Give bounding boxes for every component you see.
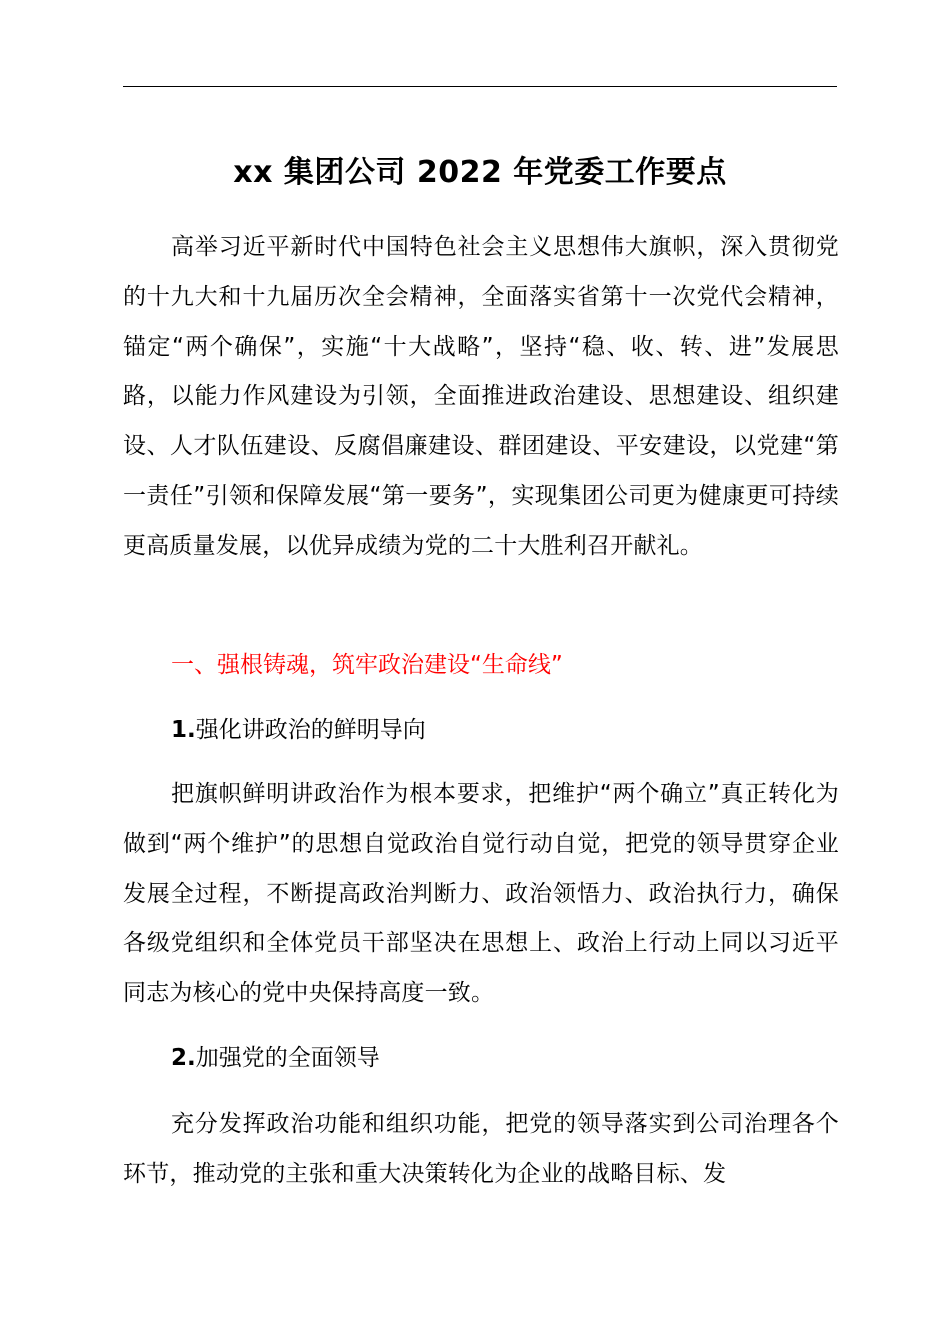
item-2-heading [171, 1033, 380, 1083]
item-1-body: 把旗帜鲜明讲政治作为根本要求，把维护“两个确立”真正转化为做到“两个维护”的思想自觉政治自觉行动自觉，把党的领导贯穿企业发展全过程，不断提高政治判断力、政治领悟力、政治执行力，确保各级党组织和全体党员干部坚决在思想上、政治上行动上同以习近平同志为核心的党中央保持高度一致。 [123, 781, 839, 1007]
item-2-body: 充分发挥政治功能和组织功能，把党的领导落实到公司治理各个环节，推动党的主张和重大决策转化为企业的战略目标、发 [123, 1111, 839, 1187]
section-1-heading: 一、强根铸魂，筑牢政治建设“生命线” [171, 652, 563, 678]
item-1-number: 1. [171, 717, 196, 743]
header-rule [123, 86, 837, 87]
item-2-title: 加强党的全面领导 [195, 1045, 380, 1071]
document-title: xx 集团公司 2022 年党委工作要点 [233, 155, 727, 190]
item-1-title: 强化讲政治的鲜明导向 [195, 717, 426, 743]
item-1-heading [171, 705, 426, 755]
intro-paragraph: 高举习近平新时代中国特色社会主义思想伟大旗帜，深入贯彻党的十九大和十九届历次全会精神，全面落实省第十一次党代会精神，锚定“两个确保”，实施“十大战略”，坚持“稳、收、转、进”发展思路，以能力作风建设为引领，全面推进政治建设、思想建设、组织建设、人才队伍建设、反腐倡廉建设、群团建设、平安建设，以党建“第一责任”引领和保障发展“第一要务”，实现集团公司更为健康更可持续更高质量发展，以优异成绩为党的二十大胜利召开献礼。 [123, 234, 839, 559]
item-2-number: 2. [171, 1045, 196, 1071]
